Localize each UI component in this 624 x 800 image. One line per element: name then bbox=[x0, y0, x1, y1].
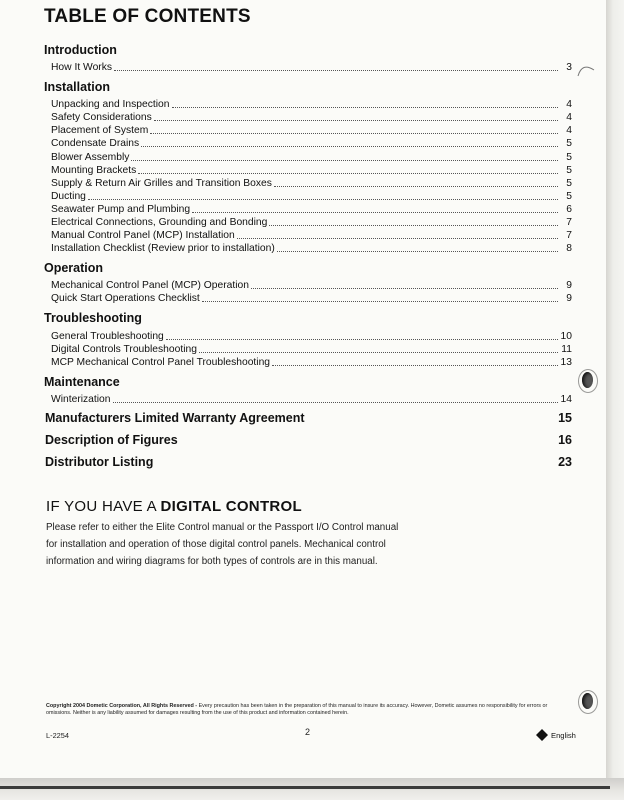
toc-entry-label: Seawater Pump and Plumbing bbox=[51, 203, 191, 215]
dot-leader bbox=[277, 251, 558, 252]
digital-heading-bold: DIGITAL CONTROL bbox=[160, 498, 302, 515]
toc-entry bbox=[44, 164, 572, 177]
dot-leader bbox=[141, 146, 558, 147]
toc-entry-page: 7 bbox=[566, 217, 572, 229]
section-title-troubleshooting: Troubleshooting bbox=[44, 311, 142, 326]
toc-entry-label: Placement of System bbox=[51, 125, 149, 137]
dot-leader bbox=[114, 70, 558, 71]
dot-leader bbox=[166, 339, 558, 340]
toc-entry bbox=[44, 111, 572, 124]
language-text: English bbox=[551, 730, 576, 740]
page-title: TABLE OF CONTENTS bbox=[44, 6, 251, 27]
toc-entry-label: MCP Mechanical Control Panel Troubleshooting bbox=[51, 356, 271, 368]
toc-entry-page: 8 bbox=[566, 243, 572, 255]
toc-entry-label: Winterization bbox=[51, 393, 111, 405]
toc-entry-label: Electrical Connections, Grounding and Bonding bbox=[51, 217, 268, 229]
dot-leader bbox=[172, 107, 559, 108]
dot-leader bbox=[251, 288, 558, 289]
dot-leader bbox=[154, 120, 558, 121]
major-entry-label: Distributor Listing bbox=[45, 454, 154, 469]
toc-entry-page: 5 bbox=[566, 177, 572, 189]
major-toc-entry bbox=[44, 454, 572, 470]
major-entry-page: 15 bbox=[558, 410, 572, 425]
major-entry-label: Description of Figures bbox=[45, 432, 178, 447]
toc-entry bbox=[44, 393, 572, 406]
toc-entry-label: Blower Assembly bbox=[51, 151, 130, 163]
copyright-notice bbox=[46, 703, 556, 717]
dot-leader bbox=[202, 301, 558, 302]
toc-entry-page: 5 bbox=[566, 138, 572, 150]
scan-edge-line bbox=[0, 786, 610, 789]
digital-line: for installation and operation of those digital control panels. Mechanical control bbox=[46, 539, 386, 550]
toc-entry bbox=[44, 137, 572, 150]
toc-entry-page: 14 bbox=[560, 393, 572, 405]
toc-entry-page: 9 bbox=[566, 280, 572, 292]
toc-entry bbox=[44, 177, 572, 190]
major-entry-page: 16 bbox=[558, 432, 572, 447]
dot-leader bbox=[274, 186, 558, 187]
dot-leader bbox=[269, 225, 558, 226]
toc-entry-label: Safety Considerations bbox=[51, 112, 152, 124]
toc-entry-label: Quick Start Operations Checklist bbox=[51, 293, 200, 305]
toc-entry bbox=[44, 279, 572, 292]
toc-entry-page: 13 bbox=[560, 356, 572, 368]
dot-leader bbox=[199, 352, 558, 353]
toc-entry-page: 11 bbox=[561, 343, 572, 355]
toc-entry-label: Digital Controls Troubleshooting bbox=[51, 343, 197, 355]
dot-leader bbox=[113, 402, 558, 403]
toc-entry-page: 4 bbox=[566, 99, 572, 111]
toc-entry bbox=[44, 356, 572, 369]
digital-line: Please refer to either the Elite Control manual or the Passport I/O Control manual bbox=[46, 522, 399, 533]
major-entry-page: 23 bbox=[558, 454, 572, 469]
toc-entry-label: How It Works bbox=[51, 62, 113, 74]
toc-entry-label: Condensate Drains bbox=[51, 138, 140, 150]
binder-hole-icon bbox=[582, 693, 593, 709]
toc-entry bbox=[44, 61, 572, 74]
page-number: 2 bbox=[305, 727, 311, 737]
toc-entry bbox=[44, 124, 572, 137]
page-edge-shadow bbox=[606, 0, 624, 800]
toc-entry-label: Installation Checklist (Review prior to installation) bbox=[51, 243, 275, 255]
section-title-introduction: Introduction bbox=[44, 43, 117, 57]
document-number: L-2254 bbox=[46, 731, 70, 740]
table-of-contents bbox=[44, 42, 572, 470]
toc-entry-page: 3 bbox=[566, 62, 572, 74]
toc-entry-page: 10 bbox=[560, 330, 572, 342]
digital-control-heading bbox=[46, 498, 486, 515]
page-bottom-shadow bbox=[0, 778, 624, 800]
toc-entry bbox=[44, 98, 572, 111]
dot-leader bbox=[88, 199, 558, 200]
toc-entry bbox=[44, 329, 572, 342]
dot-leader bbox=[192, 212, 558, 213]
language-label bbox=[536, 729, 576, 741]
toc-entry bbox=[44, 203, 572, 216]
diamond-logo-icon bbox=[536, 729, 548, 741]
dot-leader bbox=[150, 133, 558, 134]
major-toc-entry bbox=[44, 410, 572, 426]
toc-entry bbox=[44, 343, 572, 356]
major-toc-entry bbox=[44, 432, 572, 448]
copyright-bold: Copyright 2004 Dometic Corporation, All Rights Reserved - bbox=[46, 703, 198, 709]
dot-leader bbox=[272, 365, 558, 366]
dot-leader bbox=[138, 173, 558, 174]
toc-entry-page: 4 bbox=[566, 112, 572, 124]
binder-hole-icon bbox=[582, 372, 593, 388]
section-title-operation: Operation bbox=[44, 261, 104, 276]
digital-heading-prefix: IF YOU HAVE A bbox=[46, 498, 161, 515]
toc-entry-label: General Troubleshooting bbox=[51, 330, 164, 342]
dot-leader bbox=[237, 238, 558, 239]
toc-entry bbox=[44, 190, 572, 203]
toc-entry-page: 5 bbox=[566, 164, 572, 176]
toc-entry bbox=[44, 292, 572, 305]
toc-entry bbox=[44, 242, 572, 255]
toc-entry-page: 4 bbox=[566, 125, 572, 137]
digital-line: information and wiring diagrams for both types of controls are in this manual. bbox=[46, 556, 378, 567]
digital-control-notice bbox=[46, 498, 486, 570]
toc-entry bbox=[44, 150, 572, 163]
digital-control-body bbox=[46, 519, 486, 570]
toc-entry-page: 5 bbox=[566, 190, 572, 202]
section-title-installation: Installation bbox=[44, 80, 110, 95]
toc-entry bbox=[44, 216, 572, 229]
section-title-maintenance: Maintenance bbox=[44, 374, 120, 389]
toc-entry bbox=[44, 229, 572, 242]
toc-entry-page: 9 bbox=[566, 293, 572, 305]
toc-entry-label: Unpacking and Inspection bbox=[51, 99, 170, 111]
copyright-text: Every precaution has been taken in the preparation of this manual to insure its accuracy. However, Dometic assumes no responsibility for errors or omissions. Neither is any liability assumed for damages resulting from the use of this product and information contained herein. bbox=[46, 703, 548, 716]
toc-entry-page: 5 bbox=[566, 151, 572, 163]
major-entry-label: Manufacturers Limited Warranty Agreement bbox=[45, 410, 305, 425]
toc-entry-page: 7 bbox=[566, 230, 572, 242]
toc-entry-label: Mounting Brackets bbox=[51, 164, 137, 176]
toc-entry-label: Ducting bbox=[51, 190, 86, 202]
page-curl-icon bbox=[576, 60, 596, 78]
toc-entry-label: Manual Control Panel (MCP) Installation bbox=[51, 230, 235, 242]
toc-entry-page: 6 bbox=[566, 203, 572, 215]
dot-leader bbox=[131, 160, 558, 161]
toc-entry-label: Mechanical Control Panel (MCP) Operation bbox=[51, 280, 250, 292]
toc-entry-label: Supply & Return Air Grilles and Transition Boxes bbox=[51, 177, 272, 189]
